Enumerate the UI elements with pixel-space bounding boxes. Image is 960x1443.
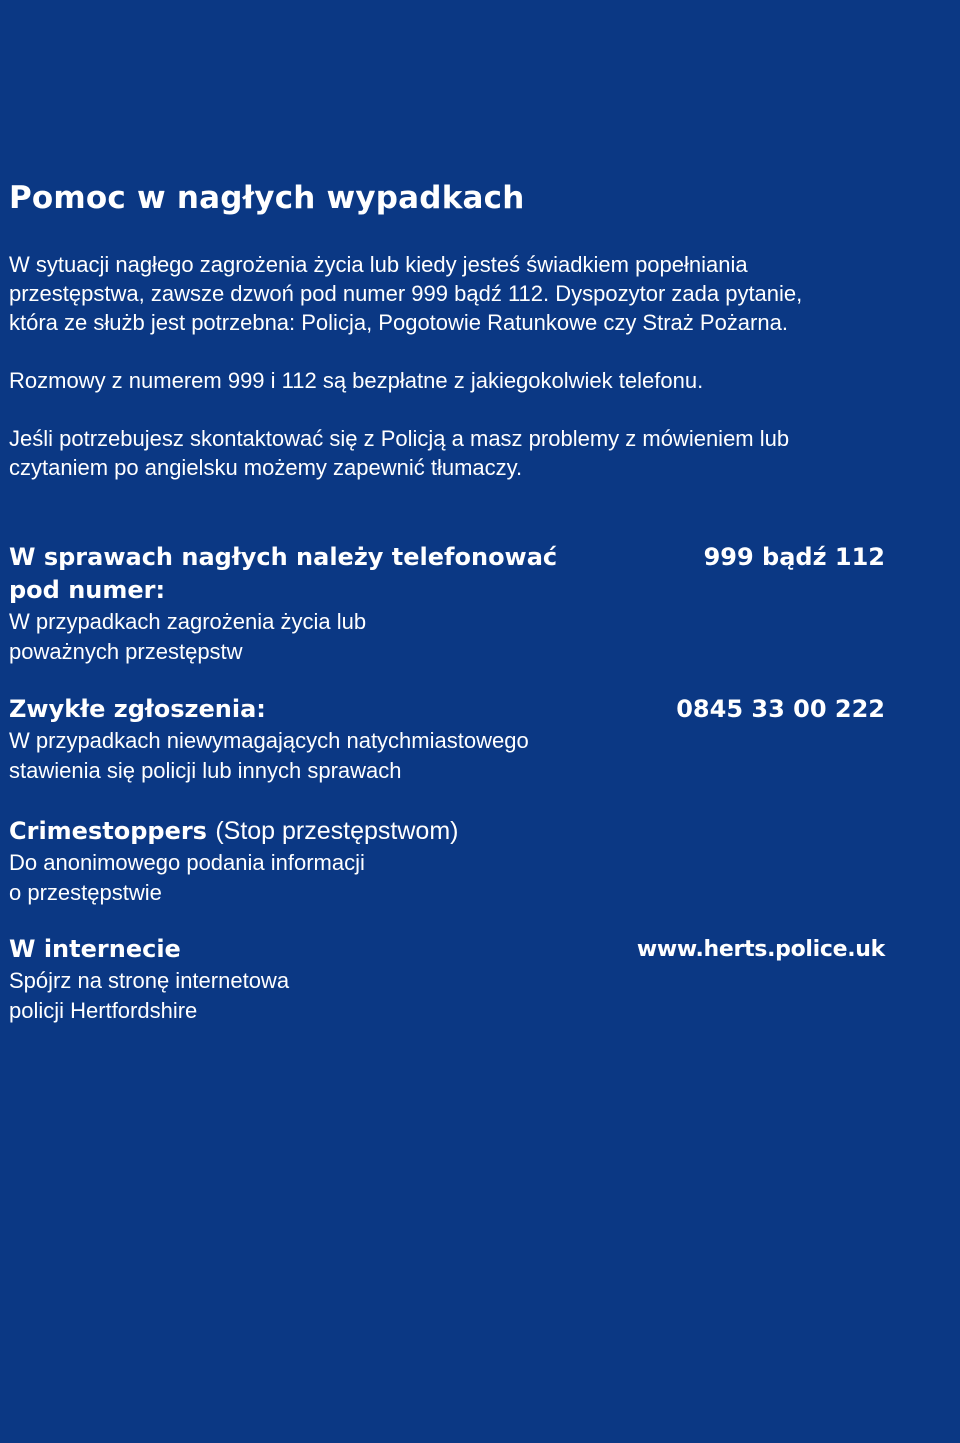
contact-emergency xyxy=(9,541,885,667)
contact-heading: Zwykłe zgłoszenia: xyxy=(9,695,266,723)
crimestoppers-name: Crimestoppers xyxy=(9,817,207,845)
intro-line: W sytuacji nagłego zagrożenia życia lub kiedy jesteś świadkiem popełniania xyxy=(9,252,748,277)
contact-description-line: W przypadkach niewymagających natychmiastowego xyxy=(9,728,529,753)
contact-internet xyxy=(9,933,885,1026)
contact-description-line: stawienia się policji lub innych sprawach xyxy=(9,758,402,783)
contact-heading: W internecie xyxy=(9,935,181,963)
intro-paragraph-interpreters xyxy=(9,424,909,482)
intro-paragraph-emergency xyxy=(9,250,909,337)
contact-heading-line: pod numer: xyxy=(9,576,166,604)
contact-description-line: policji Hertfordshire xyxy=(9,998,198,1023)
non-emergency-phone-number: 0845 33 00 222 xyxy=(676,695,885,723)
intro-line: Jeśli potrzebujesz skontaktować się z Policją a masz problemy z mówieniem lub xyxy=(9,426,790,451)
crimestoppers-note: (Stop przestępstwom) xyxy=(215,817,459,845)
contact-description xyxy=(9,848,885,908)
intro-line: przestępstwa, zawsze dzwoń pod numer 999 bądź 112. Dyspozytor zada pytanie, xyxy=(9,281,803,306)
contact-description xyxy=(9,966,885,1026)
intro-line: czytaniem po angielsku możemy zapewnić tłumaczy. xyxy=(9,455,523,480)
contact-heading xyxy=(9,815,885,848)
contact-description xyxy=(9,726,885,786)
contact-crimestoppers xyxy=(9,815,885,908)
contact-description-line: Do anonimowego podania informacji xyxy=(9,850,365,875)
police-website-url: www.herts.police.uk xyxy=(636,937,885,962)
page-title: Pomoc w nagłych wypadkach xyxy=(9,180,525,216)
contact-description-line: Spójrz na stronę internetowa xyxy=(9,968,290,993)
intro-paragraph-free-calls: Rozmowy z numerem 999 i 112 są bezpłatne z jakiegokolwiek telefonu. xyxy=(9,368,704,393)
intro-line: która ze służb jest potrzebna: Policja, Pogotowie Ratunkowe czy Straż Pożarna. xyxy=(9,310,788,335)
contact-description xyxy=(9,607,885,667)
contact-description-line: W przypadkach zagrożenia życia lub xyxy=(9,609,367,634)
contact-heading-line: W sprawach nagłych należy telefonować xyxy=(9,543,558,571)
contact-description-line: poważnych przestępstw xyxy=(9,639,243,664)
emergency-phone-number: 999 bądź 112 xyxy=(703,543,885,571)
contact-non-emergency xyxy=(9,693,885,786)
contact-description-line: o przestępstwie xyxy=(9,880,162,905)
